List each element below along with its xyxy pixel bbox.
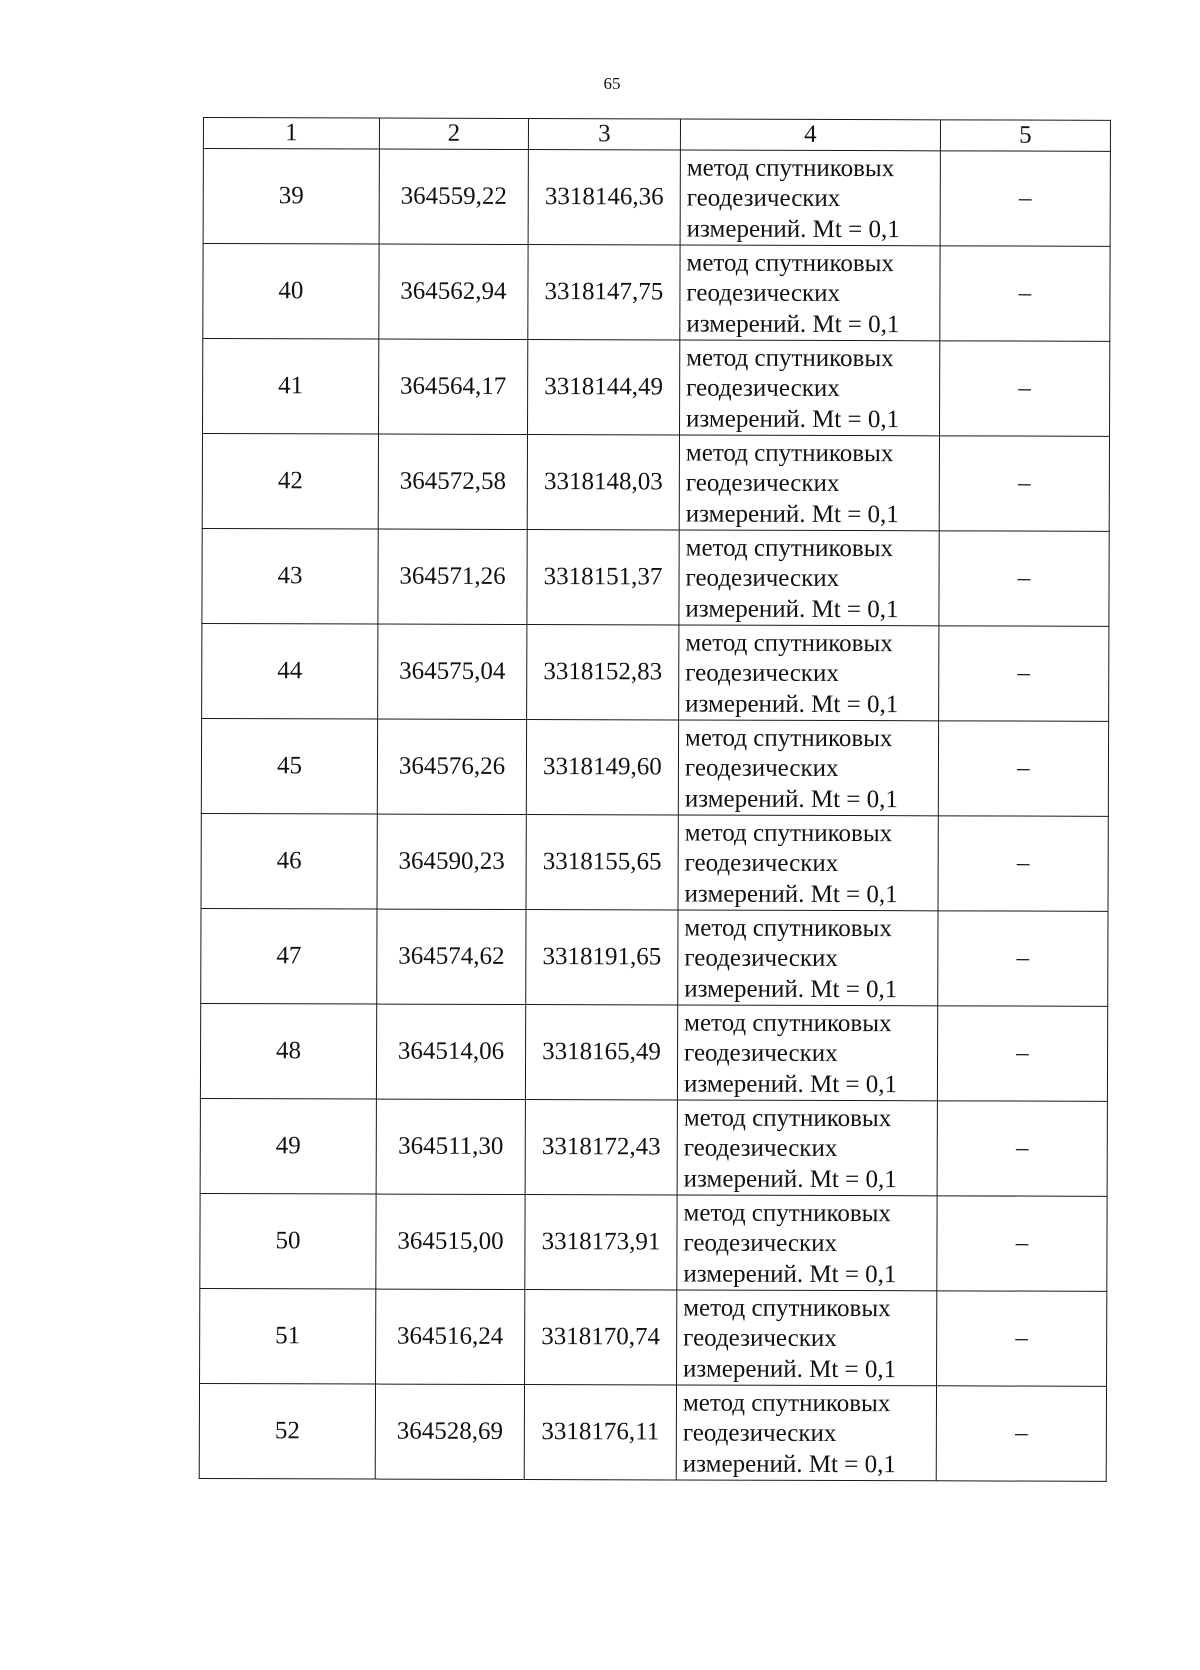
method-line: геодезических: [684, 849, 839, 877]
method-line: измерений. Mt = 0,1: [686, 310, 900, 338]
point-number-cell: 39: [203, 149, 379, 245]
method-line: геодезических: [684, 754, 839, 782]
y-coordinate-cell: 3318172,43: [525, 1100, 677, 1195]
point-number-cell: 42: [202, 434, 378, 530]
x-coordinate-cell: 364559,22: [379, 149, 528, 244]
method-cell: [677, 1195, 937, 1291]
point-number-cell: 50: [200, 1193, 376, 1289]
method-line: геодезических: [686, 374, 840, 403]
method-line: геодезических: [683, 1324, 837, 1352]
method-line: метод спутниковых: [683, 1104, 892, 1132]
y-coordinate-cell: 3318146,36: [528, 150, 680, 245]
method-line: измерений. Mt = 0,1: [683, 1070, 898, 1098]
note-cell: –: [937, 1291, 1107, 1387]
x-coordinate-cell: 364511,30: [376, 1099, 525, 1194]
method-cell: [676, 1385, 936, 1481]
table-row: [203, 339, 1110, 437]
note-cell: –: [940, 151, 1110, 247]
method-cell: [677, 1100, 937, 1196]
table-row: [201, 718, 1108, 816]
method-line: геодезических: [683, 1229, 838, 1257]
method-cell: [679, 530, 939, 626]
table-row: [200, 1098, 1107, 1196]
header-cell-2: 2: [379, 118, 528, 149]
point-number-cell: 51: [200, 1288, 376, 1384]
coordinates-table: [199, 117, 1111, 1482]
header-cell-5: 5: [940, 120, 1110, 152]
table-row: [201, 813, 1108, 911]
point-number-cell: 48: [200, 1003, 376, 1099]
note-cell: –: [939, 436, 1109, 532]
method-line: измерений. Mt = 0,1: [683, 1165, 897, 1193]
y-coordinate-cell: 3318151,37: [527, 530, 679, 625]
x-coordinate-cell: 364576,26: [377, 719, 526, 814]
y-coordinate-cell: 3318148,03: [527, 435, 679, 530]
method-cell: [677, 1005, 937, 1101]
x-coordinate-cell: 364571,26: [378, 529, 527, 624]
method-cell: [680, 150, 940, 246]
method-line: измерений. Mt = 0,1: [686, 215, 900, 243]
method-line: измерений. Mt = 0,1: [686, 405, 900, 433]
table-row: [202, 623, 1109, 721]
point-number-cell: 41: [203, 339, 379, 435]
point-number-cell: 45: [201, 718, 377, 814]
method-line: измерений. Mt = 0,1: [684, 975, 898, 1003]
note-cell: –: [939, 626, 1109, 722]
page-number: 65: [603, 74, 621, 93]
method-line: измерений. Mt = 0,1: [685, 595, 899, 623]
method-line: измерений. Mt = 0,1: [685, 500, 899, 528]
table-row: [203, 244, 1110, 342]
y-coordinate-cell: 3318147,75: [528, 245, 680, 340]
note-cell: –: [938, 721, 1108, 817]
x-coordinate-cell: 364528,69: [375, 1384, 524, 1479]
method-line: геодезических: [682, 1419, 837, 1447]
y-coordinate-cell: 3318170,74: [525, 1290, 677, 1385]
point-number-cell: 52: [199, 1383, 375, 1479]
x-coordinate-cell: 364590,23: [377, 814, 526, 909]
y-coordinate-cell: 3318165,49: [525, 1005, 677, 1100]
point-number-cell: 47: [201, 908, 377, 1004]
x-coordinate-cell: 364564,17: [379, 339, 528, 434]
x-coordinate-cell: 364574,62: [377, 909, 526, 1004]
method-cell: [677, 1290, 937, 1386]
method-line: измерений. Mt = 0,1: [684, 785, 898, 813]
y-coordinate-cell: 3318155,65: [526, 815, 678, 910]
method-line: измерений. Mt = 0,1: [683, 1260, 897, 1288]
method-cell: [678, 815, 938, 911]
method-line: геодезических: [684, 944, 838, 972]
method-line: метод спутниковых: [685, 724, 893, 752]
table-row: [199, 1383, 1106, 1481]
method-line: метод спутниковых: [686, 249, 894, 277]
note-cell: –: [937, 1101, 1107, 1197]
table-row: [200, 1288, 1107, 1386]
method-line: измерений. Mt = 0,1: [684, 880, 898, 908]
y-coordinate-cell: 3318176,11: [524, 1385, 676, 1480]
method-cell: [678, 910, 938, 1006]
note-cell: –: [939, 531, 1109, 627]
x-coordinate-cell: 364515,00: [376, 1194, 525, 1289]
header-cell-1: 1: [203, 118, 379, 150]
point-number-cell: 44: [202, 623, 378, 719]
method-line: метод спутниковых: [685, 534, 894, 562]
table-row: [200, 1003, 1107, 1101]
method-line: геодезических: [686, 279, 841, 308]
method-cell: [679, 625, 939, 721]
method-line: метод спутниковых: [685, 629, 893, 657]
method-line: метод спутниковых: [686, 344, 894, 372]
note-cell: –: [938, 911, 1108, 1007]
method-line: геодезических: [685, 659, 839, 688]
point-number-cell: 43: [202, 528, 378, 624]
method-line: геодезических: [683, 1134, 838, 1162]
x-coordinate-cell: 364514,06: [376, 1004, 525, 1099]
table-row: [202, 434, 1109, 532]
table-row: [201, 908, 1108, 1006]
header-cell-3: 3: [528, 119, 680, 150]
header-cell-4: 4: [680, 119, 940, 151]
y-coordinate-cell: 3318144,49: [528, 340, 680, 435]
point-number-cell: 46: [201, 813, 377, 909]
method-line: метод спутниковых: [683, 1294, 891, 1322]
method-line: геодезических: [685, 469, 840, 498]
method-line: метод спутниковых: [683, 1199, 892, 1227]
method-cell: [678, 720, 938, 816]
method-line: геодезических: [685, 564, 840, 593]
method-line: метод спутниковых: [686, 154, 895, 182]
method-line: метод спутниковых: [682, 1389, 891, 1417]
table-row: [203, 149, 1110, 247]
point-number-cell: 40: [203, 244, 379, 340]
method-cell: [680, 245, 940, 341]
method-line: измерений. Mt = 0,1: [683, 1355, 897, 1383]
method-cell: [679, 435, 939, 531]
x-coordinate-cell: 364516,24: [376, 1289, 525, 1384]
table-body: [199, 149, 1110, 1482]
method-line: метод спутниковых: [684, 1009, 892, 1037]
method-line: метод спутниковых: [684, 819, 893, 847]
table-header-row: [203, 118, 1110, 152]
note-cell: –: [940, 246, 1110, 342]
method-line: метод спутниковых: [684, 914, 892, 942]
x-coordinate-cell: 364562,94: [379, 244, 528, 339]
note-cell: –: [937, 1196, 1107, 1292]
y-coordinate-cell: 3318152,83: [527, 625, 679, 720]
table-row: [202, 528, 1109, 626]
method-cell: [680, 340, 940, 436]
method-line: измерений. Mt = 0,1: [682, 1450, 896, 1478]
method-line: метод спутниковых: [685, 439, 894, 467]
table-row: [200, 1193, 1107, 1291]
note-cell: –: [937, 1006, 1107, 1102]
note-cell: –: [938, 816, 1108, 912]
method-line: измерений. Mt = 0,1: [685, 690, 899, 718]
point-number-cell: 49: [200, 1098, 376, 1194]
note-cell: –: [936, 1386, 1106, 1482]
x-coordinate-cell: 364575,04: [378, 624, 527, 719]
method-line: геодезических: [684, 1039, 838, 1067]
y-coordinate-cell: 3318173,91: [525, 1195, 677, 1290]
x-coordinate-cell: 364572,58: [378, 434, 527, 529]
y-coordinate-cell: 3318191,65: [526, 910, 678, 1005]
y-coordinate-cell: 3318149,60: [526, 720, 678, 815]
note-cell: –: [940, 341, 1110, 437]
method-line: геодезических: [686, 184, 841, 213]
